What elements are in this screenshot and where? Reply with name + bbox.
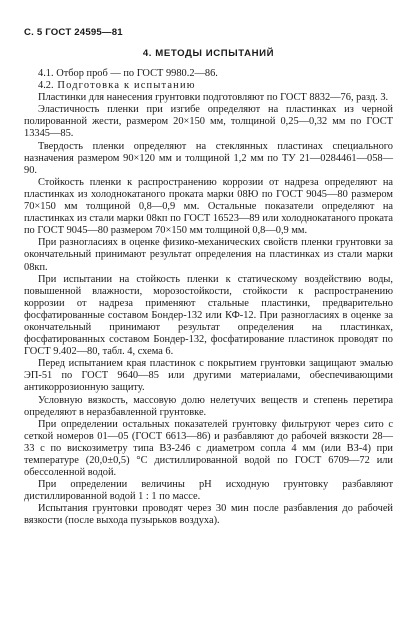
paragraph-4-1: [24, 68, 393, 80]
paragraph-text: Эластичность пленки при изгибе определяют на пластинках из черной полированной жести, размером 20×150 мм, толщиной 0,25—0,32 мм по ГОСТ 13345—85.: [24, 104, 393, 140]
clause-number: 4.2.: [38, 80, 54, 92]
paragraph-text: Стойкость пленки к распространению коррозии от надреза определяют на пластинках из холоднокатаного проката марки 08Ю по ГОСТ 9045—80 размером 70×150 мм толщиной 0,8—0,9 мм. Остальные показатели определяют на пластинках из стали марки 08кп по ГОСТ 16523—89 или холоднокатаного проката по ГОСТ 9045—80 размером 70×150 мм толщиной 0,8—0,9 мм.: [24, 176, 393, 237]
page-header: С. 5 ГОСТ 24595—81: [24, 27, 123, 38]
paragraph-4-2: [24, 80, 393, 92]
section-title: 4. МЕТОДЫ ИСПЫТАНИЙ: [142, 48, 275, 59]
paragraph-text: Твердость пленки определяют на стеклянных пластинах специального назначения размером 90×120 мм и толщиной 1,2 мм по ТУ 21—0284461—058—90.: [24, 140, 393, 176]
paragraph-text: При разногласиях в оценке физико-механических свойств пленки грунтовки за окончательный принимают результат определения на пластинках из стали марки 08кп.: [24, 237, 393, 273]
paragraph-text: Пластинки для нанесения грунтовки подготовляют по ГОСТ 8832—76, разд. 3.: [38, 92, 389, 104]
clause-number: 4.1.: [38, 68, 54, 79]
paragraph-text: Отбор проб — по ГОСТ 9980.2—86.: [53, 68, 218, 79]
paragraph-text: Испытания грунтовки проводят через 30 мин после разбавления до рабочей вязкости (после выхода пузырьков воздуха).: [24, 503, 393, 527]
clause-heading: Подготовка к испытанию: [53, 80, 196, 92]
paragraph-text: Перед испытанием края пластинок с покрытием грунтовки защищают эмалью ЭП-51 по ГОСТ 9640—85 или другими материалами, обеспечивающими антикоррозионную защиту.: [24, 358, 393, 394]
paragraph-text: При определении остальных показателей грунтовку фильтруют через сито с сеткой номеров 01—05 (ГОСТ 6613—86) и разбавляют до рабочей вязкости 28—33 с по вискозиметру типа ВЗ-246 с диаметром сопла 4 мм (или ВЗ-4) при температуре (20,0±0,5) °С дистиллированной водой по ГОСТ 6709—72 или обессоленной водой.: [24, 418, 393, 479]
paragraph-text: При определении величины pH исходную грунтовку разбавляют дистиллированной водой 1 : 1 по массе.: [24, 479, 393, 503]
paragraph-text: При испытании на стойкость пленки к статическому воздействию воды, повышенной влажности, морозостойкости, стойкости к распространению коррозии от надреза применяют стальные пластинки, предварительно фосфатированные составом Бондер-132 или КФ-12. При разногласиях в оценке за окончательный принимают результат определения на пластинках, фосфатированных составом Бондер-132, фосфатирование пластинок проводят по ГОСТ 9.402—80, табл. 4, схема 6.: [24, 273, 393, 358]
paragraph-text: Условную вязкость, массовую долю нелетучих веществ и степень перетира определяют в неразбавленной грунтовке.: [24, 394, 393, 418]
